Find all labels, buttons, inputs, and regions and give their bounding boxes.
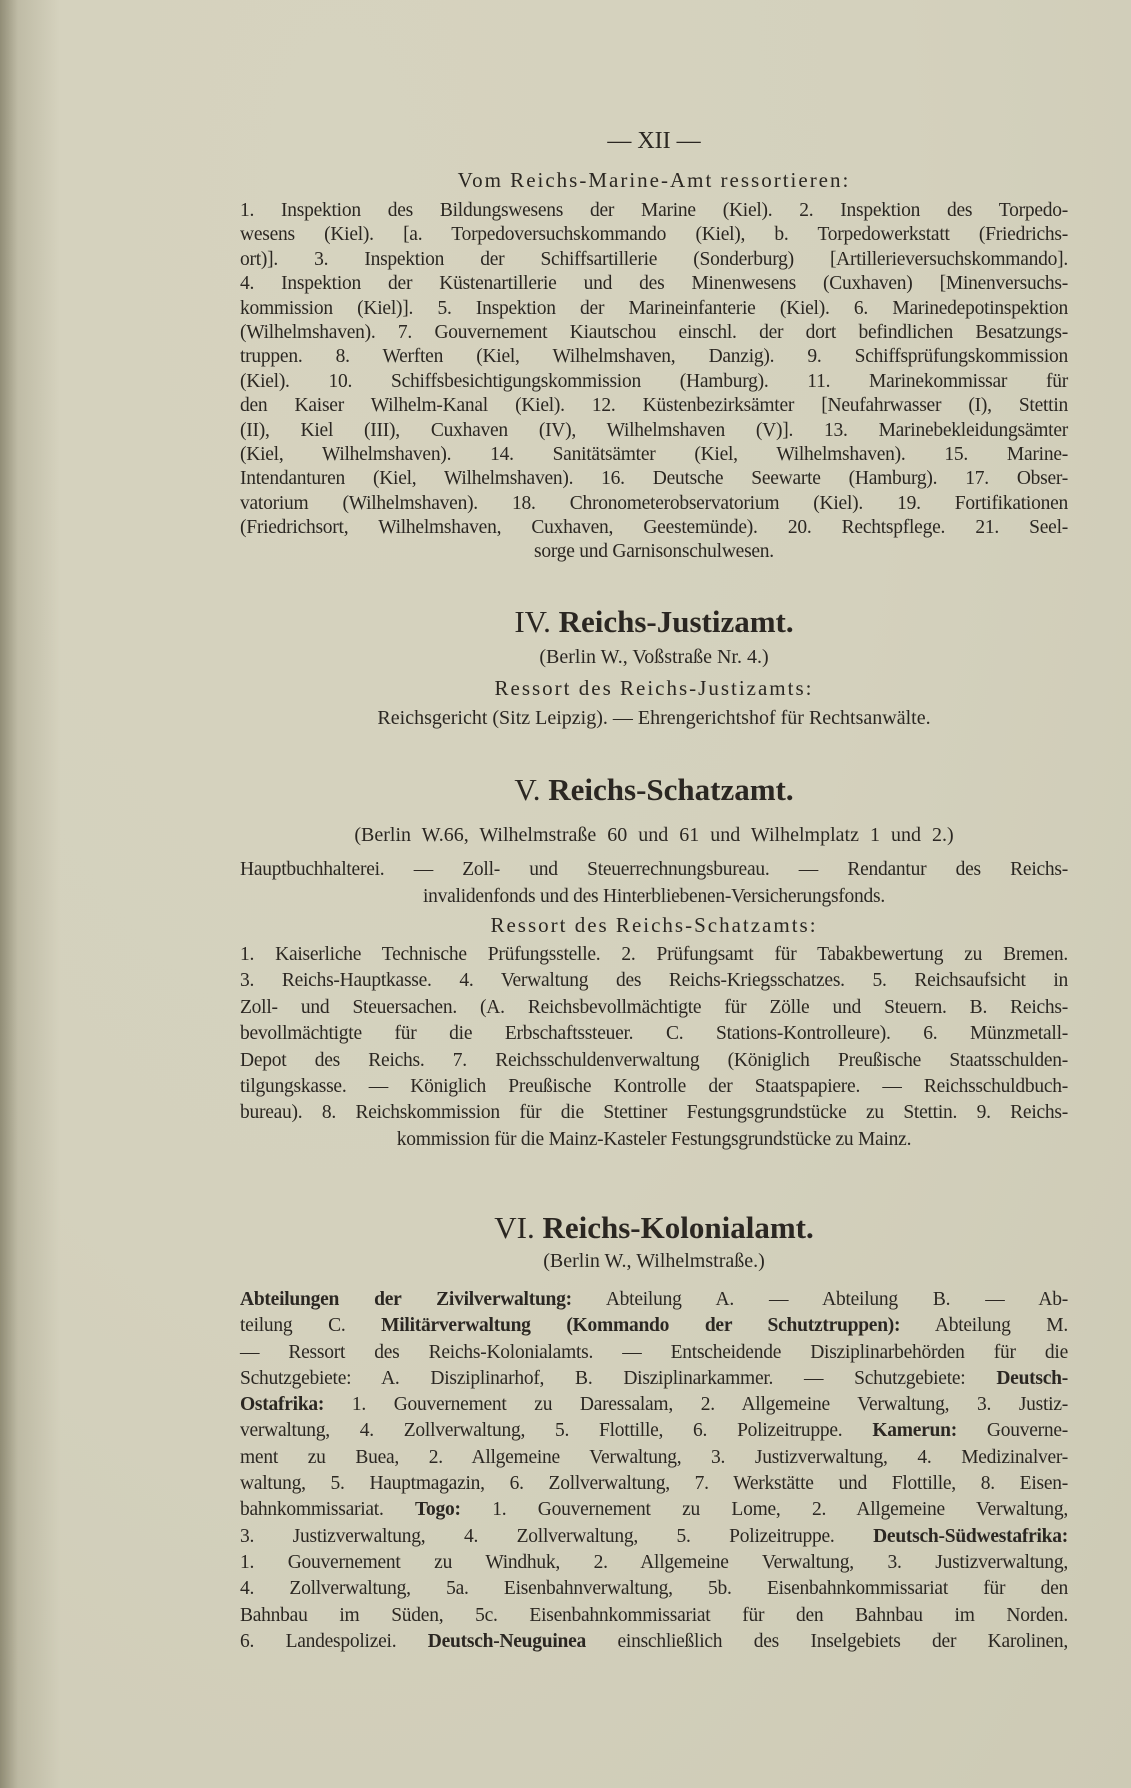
text-line xyxy=(240,1524,1068,1550)
bold-term: Ostafrika: xyxy=(240,1394,325,1416)
text-segment: (Kiel, Wilhelmshaven). 14. Sanitätsämter (Kiel, Wilhelmshaven). 15. Marine- xyxy=(240,443,1068,465)
text-line xyxy=(240,297,1068,321)
text-line xyxy=(240,1340,1068,1366)
justizamt-address: (Berlin W., Voßstraße Nr. 4.) xyxy=(539,646,769,668)
text-segment: bahnkommissariat. xyxy=(240,1499,416,1521)
text-segment: 1. Inspektion des Bildungswesens der Marine (Kiel). 2. Inspektion des Torpedo- xyxy=(240,200,1068,221)
text-segment: den Kaiser Wilhelm-Kanal (Kiel). 12. Küstenbezirksämter [Neufahrwasser (I), Stettin xyxy=(240,395,1068,417)
text-line xyxy=(240,1603,1068,1629)
text-segment: (Wilhelmshaven). 7. Gouvernement Kiautschou einschl. der dort befindlichen Besatzungs- xyxy=(240,321,1068,343)
text-line xyxy=(240,1366,1068,1392)
text-segment: sorge und Garnisonschulwesen. xyxy=(534,541,774,563)
text-segment: kommission (Kiel)]. 5. Inspektion der Marineinfanterie (Kiel). 6. Marinedepotinspektion xyxy=(240,297,1068,319)
text-segment: Intendanturen (Kiel, Wilhelmshaven). 16. Deutsche Seewarte (Hamburg). 17. Obser- xyxy=(240,468,1068,490)
text-segment: teilung C. xyxy=(240,1315,382,1337)
text-segment: Depot des Reichs. 7. Reichsschuldenverwaltung (Königlich Preußische Staatsschulden- xyxy=(240,1049,1068,1071)
text-line xyxy=(240,1497,1068,1523)
section-heading-schatzamt xyxy=(240,772,1068,808)
text-segment: (Kiel). 10. Schiffsbesichtigungskommission (Hamburg). 11. Marinekommissar für xyxy=(240,370,1068,392)
text-segment: Hauptbuchhalterei. — Zoll- und Steuerrechnungsbureau. — Rendantur des Reichs- xyxy=(240,859,1068,880)
bold-term: Deutsch- xyxy=(996,1367,1068,1389)
text-segment: 6. Landespolizei. xyxy=(240,1630,428,1652)
text-segment: 1. Gouvernement zu Lome, 2. Allgemeine Verwaltung, xyxy=(460,1499,1068,1521)
text-segment: Abteilung M. xyxy=(900,1315,1068,1337)
schatzamt-ressort-heading: Ressort des Reichs-Schatzamts: xyxy=(490,913,818,937)
text-line xyxy=(240,1048,1068,1074)
text-segment: bevollmächtigte für die Erbschaftssteuer. C. Stations-Kontrolleure). 6. Münzmetall- xyxy=(240,1023,1068,1045)
text-line xyxy=(240,394,1068,418)
text-line xyxy=(240,856,1068,883)
bold-term: Abteilungen der Zivilverwaltung: xyxy=(240,1289,572,1310)
text-segment: invalidenfonds und des Hinterbliebenen-Versicherungsfonds. xyxy=(422,886,886,907)
text-segment: kommission für die Mainz-Kasteler Festungsgrundstücke zu Mainz. xyxy=(396,1128,912,1150)
text-line xyxy=(240,223,1068,247)
text-segment: (II), Kiel (III), Cuxhaven (IV), Wilhelmshaven (V)]. 13. Marinebekleidungsämter xyxy=(240,419,1068,441)
text-segment: 1. Gouvernement zu Daressalam, 2. Allgemeine Verwaltung, 3. Justiz- xyxy=(324,1394,1068,1416)
section-numeral: V. xyxy=(514,772,541,807)
text-line xyxy=(240,467,1068,491)
text-segment: 4. Inspektion der Küstenartillerie und des Minenwesens (Cuxhaven) [Minenversuchs- xyxy=(240,273,1068,295)
text-line xyxy=(240,492,1068,516)
schatzamt-intro xyxy=(240,856,1068,910)
text-segment: 1. Gouvernement zu Windhuk, 2. Allgemeine Verwaltung, 3. Justizverwaltung, xyxy=(240,1551,1068,1573)
text-line xyxy=(240,248,1068,272)
text-segment: ort)]. 3. Inspektion der Schiffsartillerie (Sonderburg) [Artillerieversuchskommando]. xyxy=(240,248,1068,270)
section-title: Reichs-Justizamt. xyxy=(558,604,794,639)
text-line xyxy=(240,321,1068,345)
text-segment: tilgungskasse. — Königlich Preußische Kontrolle der Staatspapiere. — Reichsschuldbuch- xyxy=(240,1075,1068,1097)
text-line xyxy=(240,1287,1068,1313)
text-segment: bureau). 8. Reichskommission für die Stettiner Festungsgrundstücke zu Stettin. 9. Reichs- xyxy=(240,1102,1068,1124)
text-line xyxy=(240,1629,1068,1655)
text-segment: 3. Reichs-Hauptkasse. 4. Verwaltung des Reichs-Kriegsschatzes. 5. Reichsaufsicht in xyxy=(240,970,1068,992)
kolonialamt-text xyxy=(240,1287,1068,1655)
justizamt-ressort-text: Reichsgericht (Sitz Leipzig). — Ehrengerichtshof für Rechtsanwälte. xyxy=(377,707,931,729)
text-segment: Zoll- und Steuersachen. (A. Reichsbevollmächtigte für Zölle und Steuern. B. Reichs- xyxy=(240,996,1068,1018)
bold-term: Togo: xyxy=(415,1499,461,1521)
text-line xyxy=(240,199,1068,223)
marine-ressort-list xyxy=(240,199,1068,565)
text-line xyxy=(240,345,1068,369)
text-segment: Bahnbau im Süden, 5c. Eisenbahnkommissariat für den Bahnbau im Norden. xyxy=(240,1604,1068,1626)
text-segment: 4. Zollverwaltung, 5a. Eisenbahnverwaltung, 5b. Eisenbahnkommissariat für den xyxy=(240,1578,1068,1600)
text-segment: Gouverne- xyxy=(956,1420,1068,1442)
text-segment: Schutzgebiete: A. Disziplinarhof, B. Disziplinarkammer. — Schutzgebiete: xyxy=(240,1367,997,1389)
section-title: Reichs-Kolonialamt. xyxy=(542,1210,814,1245)
text-line xyxy=(240,1418,1068,1444)
schatzamt-ressort-list xyxy=(240,942,1068,1153)
page-number: — XII — xyxy=(607,128,701,154)
text-line xyxy=(240,1550,1068,1576)
text-line xyxy=(240,942,1068,968)
bold-term: Kamerun: xyxy=(872,1420,957,1442)
section-heading-kolonialamt xyxy=(240,1210,1068,1246)
text-segment: ment zu Buea, 2. Allgemeine Verwaltung, 3. Justizverwaltung, 4. Medizinalver- xyxy=(240,1446,1068,1468)
text-line xyxy=(240,1313,1068,1339)
justizamt-ressort-heading: Ressort des Reichs-Justizamts: xyxy=(494,676,814,700)
bold-term: Deutsch-Neuguinea xyxy=(427,1630,587,1652)
bold-term: Militärverwaltung (Kommando der Schutztruppen): xyxy=(381,1315,901,1337)
text-line xyxy=(240,1021,1068,1047)
text-line xyxy=(240,540,1068,564)
text-line xyxy=(240,272,1068,296)
text-segment: waltung, 5. Hauptmagazin, 6. Zollverwaltung, 7. Werkstätte und Flottille, 8. Eisen- xyxy=(240,1473,1068,1495)
text-segment: (Friedrichsort, Wilhelmshaven, Cuxhaven, Geestemünde). 20. Rechtspflege. 21. Seel- xyxy=(240,517,1068,539)
text-segment: truppen. 8. Werften (Kiel, Wilhelmshaven, Danzig). 9. Schiffsprüfungskommission xyxy=(240,346,1068,368)
text-line xyxy=(240,995,1068,1021)
section-numeral: VI. xyxy=(494,1210,535,1245)
text-line xyxy=(240,1074,1068,1100)
text-line xyxy=(240,443,1068,467)
text-line xyxy=(240,1471,1068,1497)
text-segment: 1. Kaiserliche Technische Prüfungsstelle. 2. Prüfungsamt für Tabakbewertung zu Bremen. xyxy=(240,944,1068,965)
text-line xyxy=(240,1392,1068,1418)
text-line xyxy=(240,1127,1068,1153)
text-segment: einschließlich des Inselgebiets der Karolinen, xyxy=(586,1630,1068,1652)
section-numeral: IV. xyxy=(514,604,551,639)
text-line xyxy=(240,968,1068,994)
text-segment: Abteilung A. — Abteilung B. — Ab- xyxy=(571,1289,1068,1310)
text-segment: 3. Justizverwaltung, 4. Zollverwaltung, 5. Polizeitruppe. xyxy=(240,1525,874,1547)
section-title: Reichs-Schatzamt. xyxy=(548,772,794,807)
text-line xyxy=(240,1100,1068,1126)
schatzamt-address: (Berlin W.66, Wilhelmstraße 60 und 61 und Wilhelmplatz 1 und 2.) xyxy=(354,824,954,846)
bold-term: Deutsch-Südwestafrika: xyxy=(873,1525,1068,1547)
text-segment: wesens (Kiel). [a. Torpedoversuchskommando (Kiel), b. Torpedowerkstatt (Friedrichs- xyxy=(240,224,1068,246)
text-segment: verwaltung, 4. Zollverwaltung, 5. Flottille, 6. Polizeitruppe. xyxy=(240,1420,873,1442)
section-heading-justizamt xyxy=(240,604,1068,640)
text-line xyxy=(240,370,1068,394)
text-segment: — Ressort des Reichs-Kolonialamts. — Entscheidende Disziplinarbehörden für die xyxy=(240,1341,1068,1363)
text-line xyxy=(240,419,1068,443)
marine-ressort-heading: Vom Reichs-Marine-Amt ressortieren: xyxy=(457,168,851,192)
text-line xyxy=(240,1576,1068,1602)
text-line xyxy=(240,516,1068,540)
text-line xyxy=(240,1445,1068,1471)
text-line xyxy=(240,883,1068,910)
kolonialamt-address: (Berlin W., Wilhelmstraße.) xyxy=(543,1250,765,1272)
text-segment: vatorium (Wilhelmshaven). 18. Chronometerobservatorium (Kiel). 19. Fortifikationen xyxy=(240,492,1068,514)
